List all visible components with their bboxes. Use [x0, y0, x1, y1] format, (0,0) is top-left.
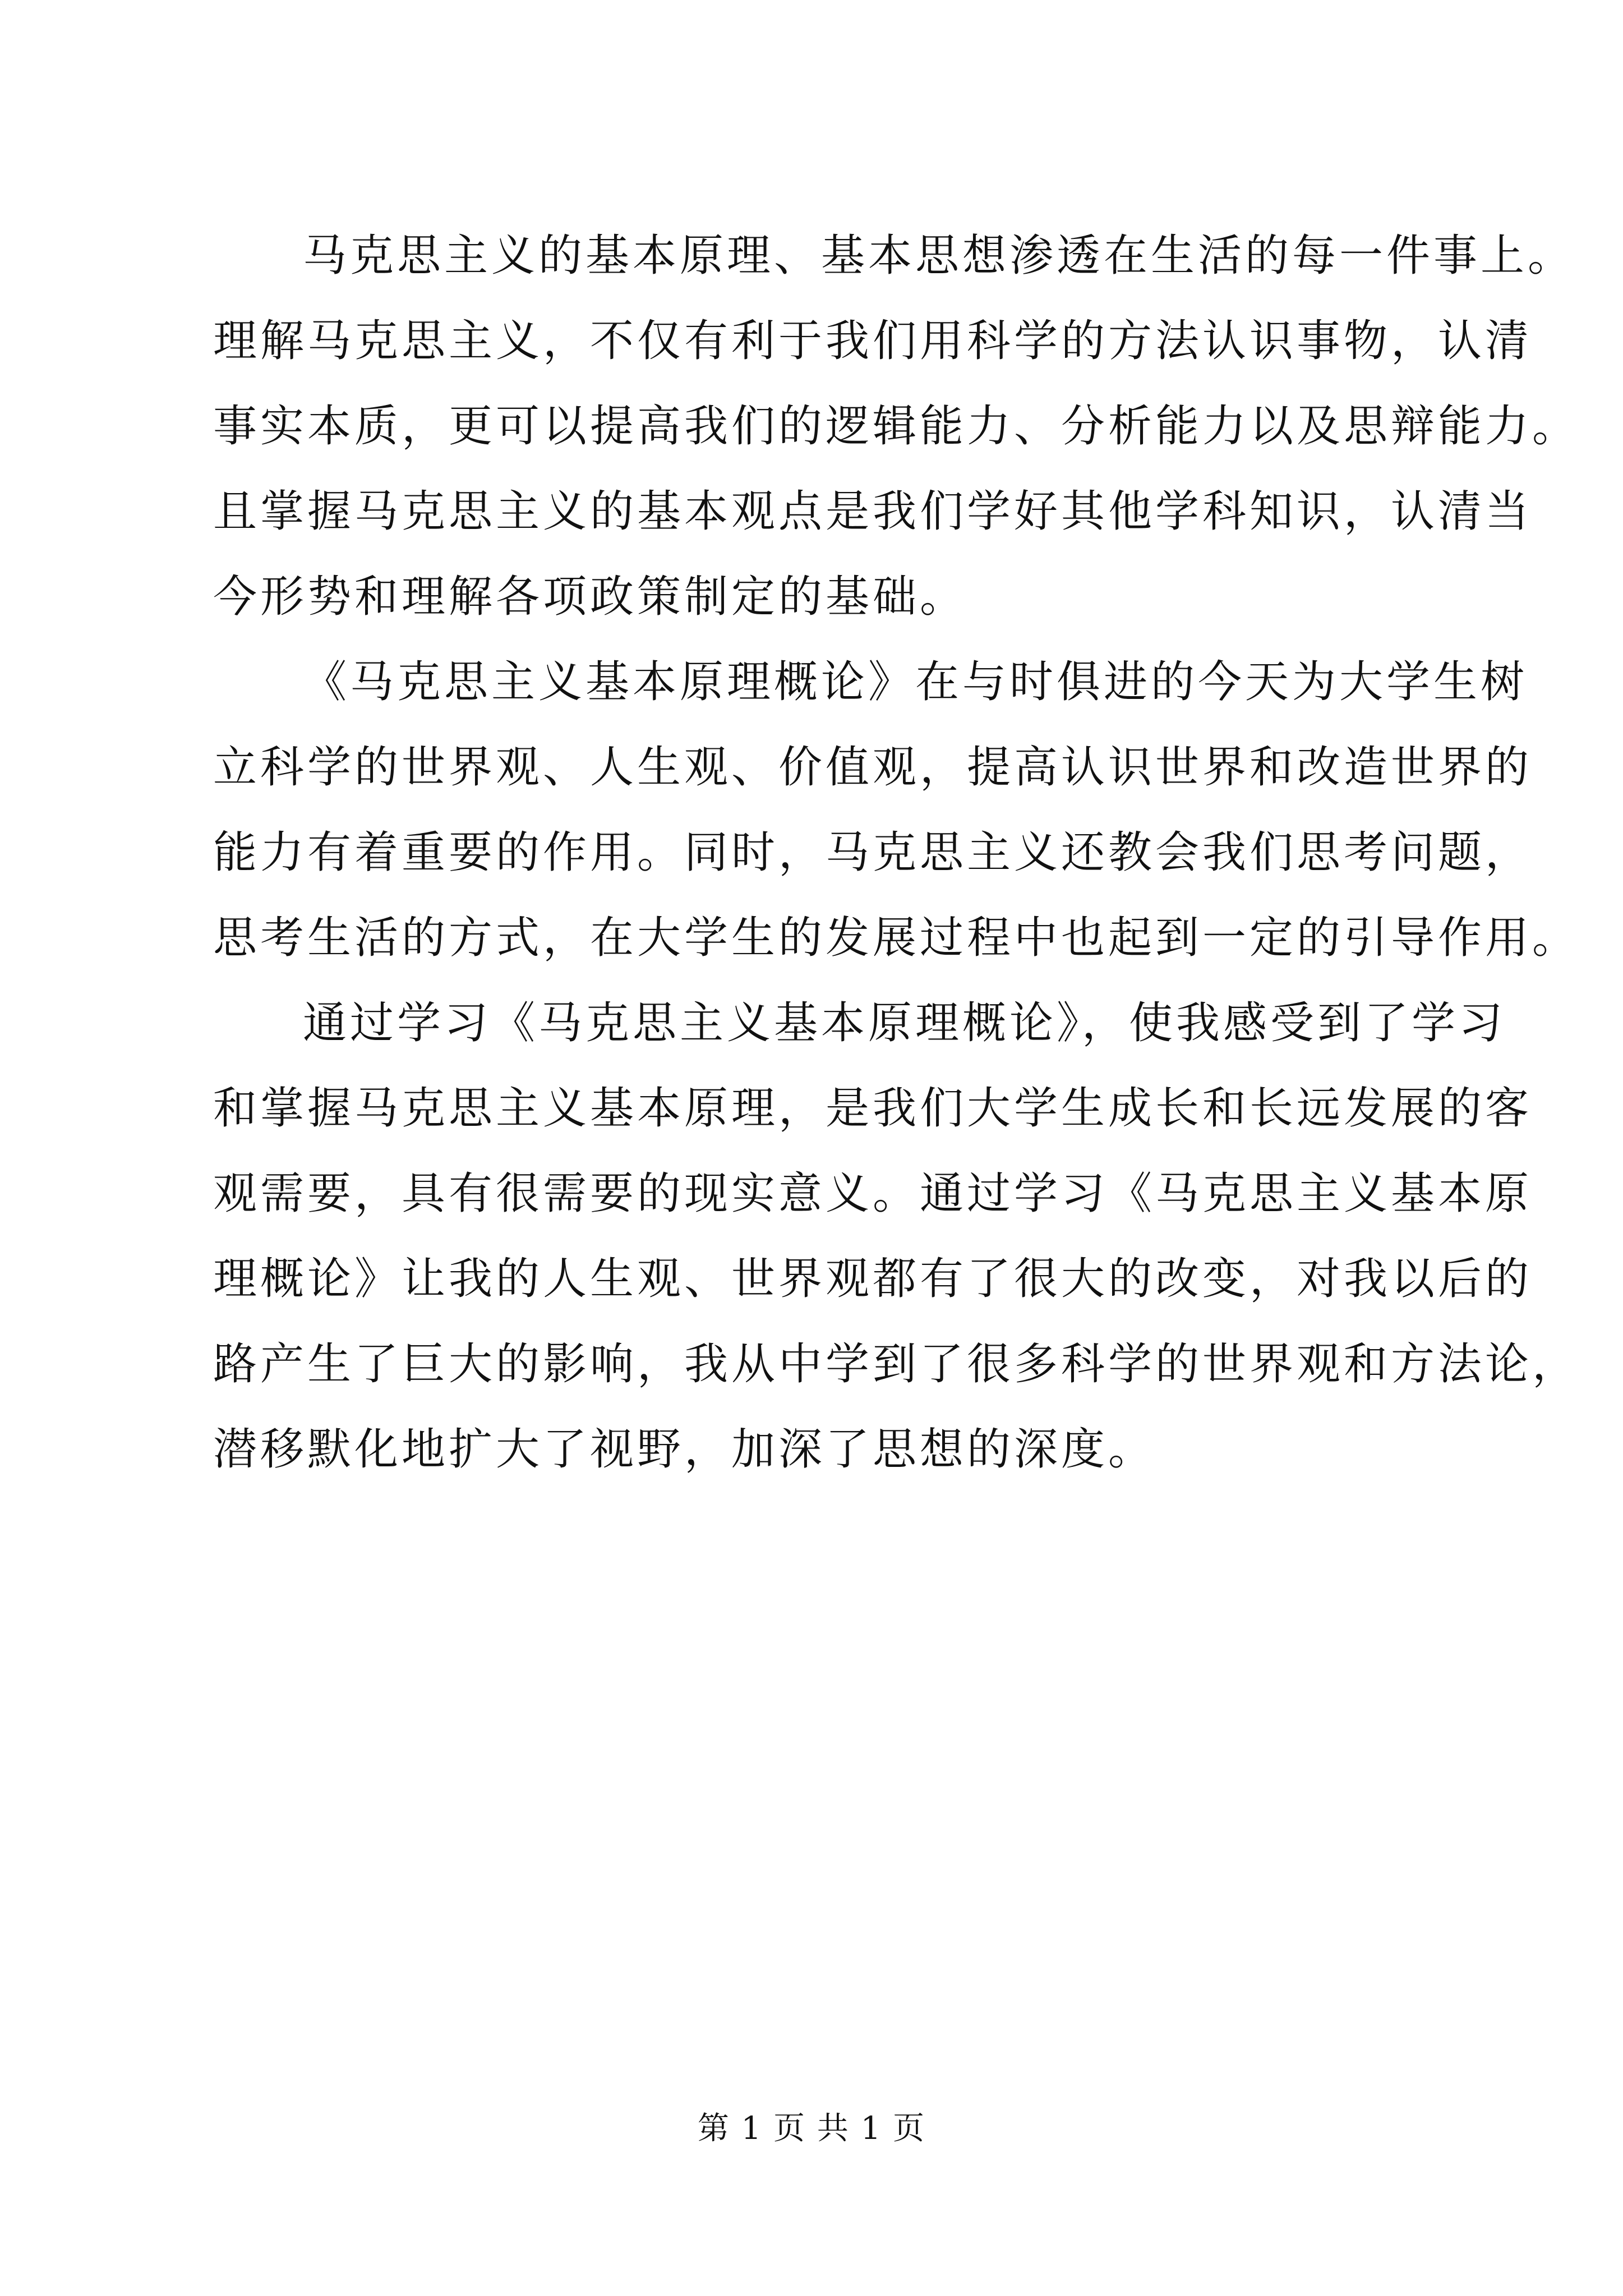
paragraph-line: 路产生了巨大的影响，我从中学到了很多科学的世界观和方法论，: [213, 1339, 1580, 1389]
paragraph-line: 理解马克思主义，不仅有利于我们用科学的方法认识事物，认清: [213, 316, 1533, 366]
paragraph-line: 通过学习《马克思主义基本原理概论》，使我感受到了学习: [303, 998, 1506, 1048]
paragraph-line: 和掌握马克思主义基本原理，是我们大学生成长和长远发展的客: [213, 1083, 1533, 1134]
paragraph-2: [213, 639, 1580, 981]
paragraph-line: 思考生活的方式，在大学生的发展过程中也起到一定的引导作用。: [213, 913, 1580, 963]
paragraph-line: 潜移默化地扩大了视野，加深了思想的深度。: [213, 1424, 1156, 1475]
page-number-label: 第 1 页 共 1 页: [697, 2110, 926, 2147]
paragraph-line: 且掌握马克思主义的基本观点是我们学好其他学科知识，认清当: [213, 486, 1533, 537]
paragraph-line: 事实本质，更可以提高我们的逻辑能力、分析能力以及思辩能力。: [213, 401, 1580, 452]
paragraph-line: 《马克思主义基本原理概论》在与时俱进的今天为大学生树: [303, 657, 1528, 707]
paragraph-line: 立科学的世界观、人生观、价值观，提高认识世界和改造世界的: [213, 742, 1533, 793]
paragraph-3: [213, 981, 1580, 1492]
document-body: [213, 213, 1580, 1492]
paragraph-line: 理概论》让我的人生观、世界观都有了很大的改变，对我以后的: [213, 1254, 1533, 1304]
page-footer: [0, 2106, 1623, 2151]
paragraph-line: 今形势和理解各项政策制定的基础。: [213, 572, 967, 622]
paragraph-line: 观需要，具有很需要的现实意义。通过学习《马克思主义基本原: [213, 1168, 1533, 1219]
paragraph-line: 能力有着重要的作用。同时，马克思主义还教会我们思考问题，: [213, 827, 1533, 878]
paragraph-1: [213, 213, 1580, 639]
paragraph-line: 马克思主义的基本原理、基本思想渗透在生活的每一件事上。: [303, 231, 1575, 281]
